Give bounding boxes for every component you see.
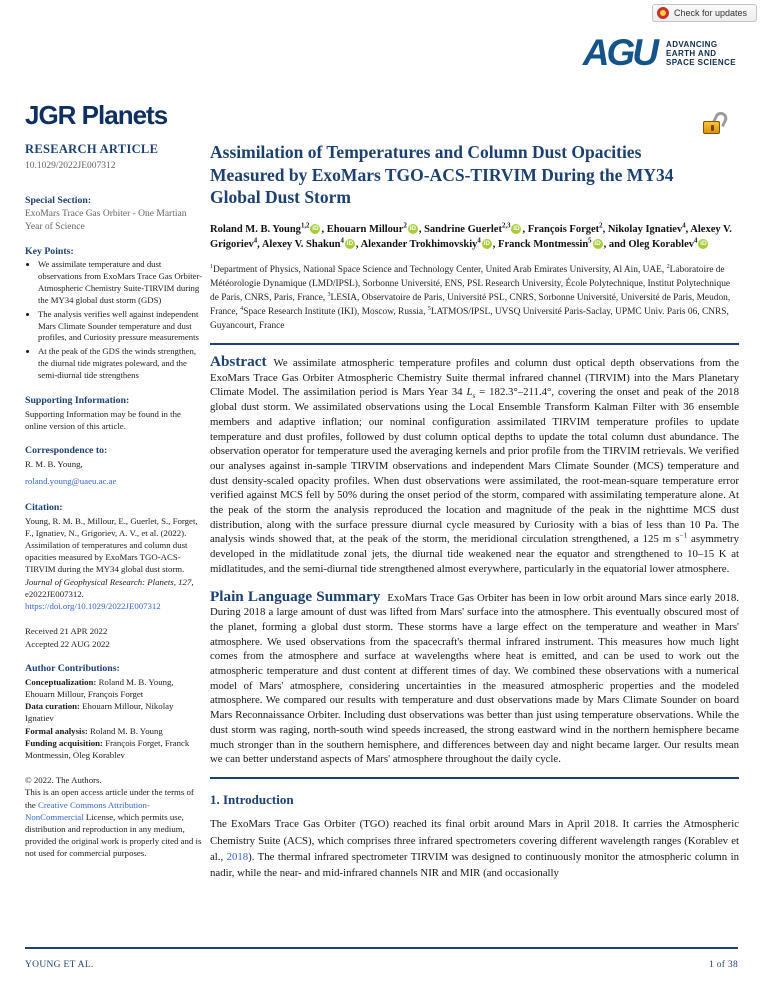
text-run: 2,3 <box>501 222 511 229</box>
lock-body <box>703 121 720 134</box>
text-run: Nikolay Ignatiev <box>607 223 683 235</box>
citation-text <box>25 515 204 613</box>
text-run: −1 <box>679 531 687 540</box>
text-run: , <box>355 238 361 250</box>
text-run: Alexey V. Grigoriev <box>210 223 732 250</box>
orcid-icon[interactable]: iD <box>346 239 354 247</box>
text-run: 1,2 <box>300 222 310 229</box>
text-run: François Forget <box>527 223 600 235</box>
supporting-info-label: Supporting Information: <box>25 395 130 407</box>
running-head: YOUNG ET AL. <box>25 960 94 970</box>
text-run: Formal analysis: <box>25 725 90 736</box>
article-title: Assimilation of Temperatures and Column Dust Opacities Measured by ExoMars TGO-ACS-TIRVIM During the MY34 Global Dust Storm <box>210 142 674 207</box>
text-run: Funding acquisition: <box>25 737 106 748</box>
text-run: = 182.3°–211.4°, covering the onset and peak of the 2018 global dust storm. We assimilated observations using the Local Ensemble Transform Kalman Filter with 36 ensemble members and adaptive inflation; our nominal configuration assimilated TIRVIM temperature profiles to update temperature and dust profiles, followed by dust column optical depths to update the total column dust abundance. The observation operator for temperature used the averaging kernels and prior profile from the TIRVIM retrievals. We verified our analyses against in-sample TIRVIM observations and independent Mars Climate Sounder (MCS) temperature and dust density-scaled opacity profiles. When dust observations were assimilated, the root-mean-square temperature error verified against MCS fell by 50% during the onset period of the storm, compared with assimilating temperature alone. At the peak of the storm the analysis reproduced the location and magnitude of the peak in the nighttime MCS dust distribution, along with the surface pressure diurnal cycle measured by Curiosity with a bias of less than 10 Pa. The analysis winds showed that, at the peak of the storm, the meridional circulation strengthened, a 125 m s <box>210 386 739 546</box>
text-run: s <box>472 392 476 401</box>
text-run: 5 <box>588 237 592 244</box>
abstract-text <box>210 357 739 575</box>
text-run: Roland M. B. Young <box>210 223 301 235</box>
cc-license-link[interactable]: Creative Commons Attribution-NonCommercial <box>25 799 150 822</box>
orcid-icon[interactable]: iD <box>513 224 520 232</box>
orcid-icon[interactable]: iD <box>312 224 319 232</box>
text-run: Conceptualization: <box>25 676 99 687</box>
text-run: , and <box>603 238 629 250</box>
license-text <box>25 786 204 859</box>
text-run: 3 <box>327 291 331 298</box>
correspondence-label: Correspondence to: <box>25 445 108 457</box>
article-main <box>210 141 739 881</box>
text-run: 2 <box>666 263 670 270</box>
received-date: Received 21 APR 2022 <box>25 626 108 637</box>
check-for-updates-button[interactable] <box>652 4 757 22</box>
author-contributions-label: Author Contributions: <box>25 662 120 674</box>
text-run: The ExoMars Trace Gas Orbiter (TGO) reached its final orbit around Mars in April 2018. It carries the Atmospheric Chemistry Suite (ACS), which comprises three infrared spectrometers covering different wavelength ranges (Korablev et al., <box>210 818 739 863</box>
text-run: LATMOS/IPSL, UVSQ Université Paris-Saclay, UPMC Univ. Paris 06, CNRS, Guyancourt, France <box>210 306 729 331</box>
check-for-updates-label: Check for updates <box>673 8 747 18</box>
text-run: We assimilate atmospheric temperature profiles and column dust optical depth observations from the ExoMars Trace Gas Orbiter Atmospheric Chemistry Suite thermal infrared channel (TIRVIM) into the Mars Planetary Climate Model. The assimilation period is Mars Year 34 <box>210 357 739 399</box>
special-section-text[interactable]: ExoMars Trace Gas Orbiter - One Martian Year of Science <box>25 209 187 232</box>
text-run: 2 <box>403 222 407 229</box>
text-run: This is an open access article under the terms of the <box>25 787 194 810</box>
supporting-info-text: Supporting Information may be found in the online version of this article. <box>25 409 181 432</box>
text-run: 127 <box>178 576 192 587</box>
text-run: Sandrine Guerlet <box>424 223 502 235</box>
author-list <box>210 222 739 252</box>
text-run: , <box>257 238 262 250</box>
text-run: L <box>466 386 473 399</box>
open-access-lock-icon <box>703 108 729 140</box>
text-run: 4 <box>694 237 698 244</box>
supporting-info-section <box>25 395 204 432</box>
key-point-item: • At the peak of the GDS the winds strengthen, the diurnal tide migrates poleward, and the semi-diurnal tide strengthens <box>38 346 204 382</box>
text-run: François Forget, Franck Montmessin, Oleg Korablev <box>25 737 190 760</box>
text-run: 4 <box>477 237 481 244</box>
dates-section <box>25 625 204 649</box>
text-run: Alexander Trokhimovskiy <box>360 238 478 250</box>
accepted-date: Accepted 22 AUG 2022 <box>25 638 110 649</box>
text-run: , <box>602 223 608 235</box>
copyright-section <box>25 774 204 859</box>
agu-logo <box>582 32 736 73</box>
contribution-line <box>25 700 204 724</box>
orcid-icon[interactable]: iD <box>700 239 707 247</box>
plain-language-summary-heading: Plain Language Summary <box>210 587 381 605</box>
article-type-label: RESEARCH ARTICLE <box>25 142 159 156</box>
text-run: 5 <box>427 305 431 312</box>
section-divider <box>210 777 739 780</box>
section-divider <box>210 343 739 346</box>
text-run: , <box>321 223 327 235</box>
abstract-paragraph <box>210 354 739 577</box>
journal-brand: JGR Planets <box>25 100 168 130</box>
orcid-icon[interactable]: iD <box>594 239 601 247</box>
correspondence-email-link[interactable]: roland.young@uaeu.ac.ae <box>25 475 117 486</box>
key-points-list <box>25 259 204 382</box>
plain-language-summary-paragraph <box>210 589 739 767</box>
orcid-icon[interactable]: iD <box>483 239 491 247</box>
article-doi: 10.1029/2022JE007312 <box>25 161 116 171</box>
key-points-section <box>25 246 204 382</box>
text-run: Ehouarn Millour, Nikolay Ignatiev <box>25 701 174 724</box>
doi-link[interactable]: https://doi.org/10.1029/2022JE007312 <box>25 601 161 612</box>
text-run: asymmetry developed in the midlatitude zonal jets, the diurnal tide weakened near the equator and strengthened to 10–15 K at midlatitudes, and the semi-diurnal tide strengthened almost everywhere, particularly in the equatorial lower atmosphere. <box>210 533 739 575</box>
contribution-line <box>25 737 204 761</box>
text-run: Ehouarn Millour <box>326 223 404 235</box>
text-run: 1 <box>210 263 214 270</box>
key-point-item: • We assimilate temperature and dust observations from ExoMars Trace Gas Orbiter-Atmospheric Chemistry Suite-TIRVIM during the MY34 global dust storm (GDS) <box>38 259 204 307</box>
text-run: Young, R. M. B., Millour, E., Guerlet, S., Forget, F., Ignatiev, N., Grigoriev, A. V., et al. (2022). Assimilation of temperatures and column dust opacities measured by ExoMars TGO-ACS-TIRVIM during the MY34 global dust storm. <box>25 515 198 575</box>
correspondence-section <box>25 445 204 488</box>
text-run: Data curation: <box>25 701 83 712</box>
text-run: , <box>492 238 499 250</box>
text-run: Franck Montmessin <box>498 238 589 250</box>
affiliations <box>210 263 739 333</box>
text-run: ). The thermal infrared spectrometer TIRVIM was designed to continuously monitor the atmospheric column in nadir, while the near- and mid-infrared channels NIR and MIR (and occasionally <box>210 850 739 880</box>
key-point-item: • The analysis verifies well against independent Mars Climate Sounder temperature and dust profiles, and Curiosity pressure measurements <box>38 309 204 345</box>
crossmark-icon <box>657 7 669 19</box>
text-run: 2 <box>599 222 603 229</box>
reference-link[interactable]: 2018 <box>226 850 249 863</box>
agu-tagline: ADVANCING EARTH AND SPACE SCIENCE <box>666 39 736 67</box>
introduction-heading: 1. Introduction <box>210 792 294 808</box>
text-run: , <box>173 576 179 587</box>
citation-label: Citation: <box>25 501 63 513</box>
author-contributions-section <box>25 663 204 761</box>
text-run: 4 <box>240 305 244 312</box>
article-info-sidebar <box>25 100 204 873</box>
text-run: LESIA, Observatoire de Paris, Université PSL, CNRS, Sorbonne Université, Université de Paris, Meudon, France, <box>210 292 731 317</box>
abstract-heading: Abstract <box>210 353 267 370</box>
text-run: Laboratoire de Météorologie Dynamique (LMD/IPSL), Sorbonne Université, ENS, PSL Research University, École Polytechnique, Institut Polytechnique de Paris, CNRS, Paris, France, <box>210 264 731 303</box>
agu-logo-text: AGU <box>582 32 657 73</box>
text-run: 4 <box>682 222 686 229</box>
text-run: , <box>522 223 528 235</box>
page-number: 1 of 38 <box>708 960 738 970</box>
special-section-label: Special Section: <box>25 195 92 206</box>
text-run: Space Research Institute (IKI), Moscow, Russia, <box>243 306 428 317</box>
text-run: Roland M. B. Young <box>90 725 163 736</box>
introduction-text <box>210 816 739 881</box>
text-run: Oleg Korablev <box>628 238 694 250</box>
text-run: 4 <box>340 237 344 244</box>
contribution-line <box>25 676 204 700</box>
copyright-line: © 2022. The Authors. <box>25 775 102 786</box>
page-footer <box>25 960 738 970</box>
text-run: 4 <box>253 237 258 244</box>
special-section <box>25 195 204 233</box>
contribution-line <box>25 725 204 737</box>
text-run: Department of Physics, National Space Science and Technology Center, United Arab Emirates University, Al Ain, UAE, <box>213 264 667 275</box>
text-run: , <box>685 223 691 235</box>
text-run: , e2022JE007312. <box>25 576 194 599</box>
text-run: Roland M. B. Young, Ehouarn Millour, François Forget <box>25 676 174 699</box>
text-run: , <box>418 223 425 235</box>
footer-divider <box>25 947 738 949</box>
orcid-icon[interactable]: iD <box>409 224 417 232</box>
citation-section <box>25 502 204 613</box>
correspondence-name: R. M. B. Young, <box>25 459 83 470</box>
text-run: Alexey V. Shakun <box>261 238 341 250</box>
text-run: Journal of Geophysical Research: Planets <box>25 576 174 587</box>
text-run: License, which permits use, distribution and reproduction in any medium, provided the original work is properly cited and is not used for commercial purposes. <box>25 811 202 859</box>
plain-language-summary-text: ExoMars Trace Gas Orbiter has been in low orbit around Mars since early 2018. During 2018 a large amount of dust was lifted from Mars' surface into the atmosphere. This eventually obscured most of the planet, forming a global dust storm. These storms have a large effect on the temperature and weather in Mars' atmosphere. We used observations from the spacecraft's thermal infrared instrument. This measures how much light comes from the atmosphere and surface at wavelengths where heat is emitted, and can be used to work out the atmospheric temperature and dust content at different times of day. We combined these observations with a numerical model of Mars' atmosphere, considering uncertainties in the measured atmospheric properties and the modeled atmosphere. We compared our results with temperature and dust observations made by Mars Climate Sounder on board Mars Reconnaissance Orbiter. Including dust observations was better than just using temperature observations. While the dust storm was raging, north-south wind speeds increased, the strong eastward wind in the northern hemisphere became much stronger than in the southern hemisphere, and differences between day and night became larger. Our results mean we can better understand aspects of Mars' atmosphere throughout the daily cycle. <box>210 591 739 766</box>
key-points-label: Key Points: <box>25 246 74 257</box>
